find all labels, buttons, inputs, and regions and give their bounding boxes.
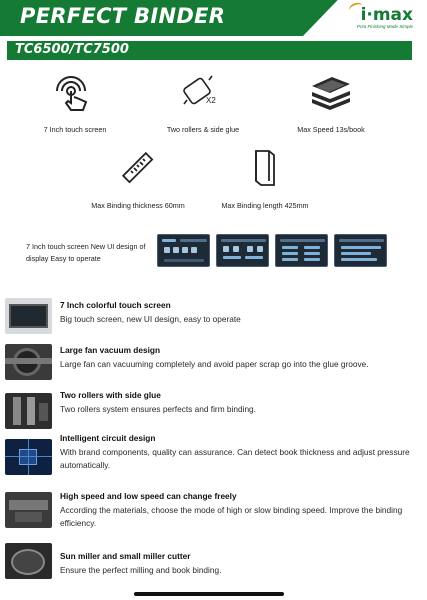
feature-description: With brand components, quality can assurance. Can detect book thickness and adjust pressure automatically.: [60, 447, 410, 470]
feature-title: 7 Inch colorful touch screen: [60, 300, 171, 310]
page-title: PERFECT BINDER: [20, 4, 226, 28]
header-banner: [0, 0, 427, 36]
ui-screen-thumbnail: [157, 234, 210, 267]
touch-screen-icon: [54, 74, 96, 114]
screens-caption: 7 Inch touch screen New UI design of display Easy to operate: [26, 242, 146, 263]
logo-tagline: Print Finishing Made Simple: [356, 24, 413, 29]
spec-label-rollers: Two rollers & side glue: [166, 125, 240, 134]
spec-label-thickness: Max Binding thickness 60mm: [91, 201, 185, 210]
model-banner: [7, 41, 412, 60]
feature-description: Large fan can vacuuming completely and avoid paper scrap go into the glue groove.: [60, 359, 369, 369]
feature-description: Big touch screen, new UI design, easy to operate: [60, 314, 241, 324]
ui-screen-thumbnail: [275, 234, 328, 267]
feature-title: Intelligent circuit design: [60, 433, 156, 443]
imax-logo: [357, 6, 413, 30]
ui-screen-thumbnail: [216, 234, 269, 267]
feature-title: High speed and low speed can change freely: [60, 491, 237, 501]
ui-screen-thumbnail: [334, 234, 387, 267]
feature-title: Sun miller and small miller cutter: [60, 551, 191, 561]
feature-description: Ensure the perfect milling and book binding.: [60, 565, 222, 575]
feature-title: Large fan vacuum design: [60, 345, 161, 355]
feature-image-circuit: [5, 439, 52, 475]
feature-title: Two rollers with side glue: [60, 390, 161, 400]
rollers-icon: [182, 74, 224, 108]
home-indicator[interactable]: [134, 592, 284, 596]
feature-image-touch-screen: [5, 298, 52, 334]
feature-image-speed: [5, 492, 52, 528]
spec-label-touch-screen: 7 Inch touch screen: [43, 125, 107, 134]
spec-label-length: Max Binding length 425mm: [221, 201, 309, 210]
book-stack-icon: [310, 74, 352, 112]
feature-description: Two rollers system ensures perfects and firm binding.: [60, 404, 256, 414]
feature-image-rollers: [5, 393, 52, 429]
ruler-icon: [120, 150, 156, 186]
feature-image-fan-vacuum: [5, 344, 52, 380]
feature-description: According the materials, choose the mode of high or slow binding speed. Improve the binding efficiency.: [60, 505, 403, 528]
rollers-badge: X2: [206, 96, 216, 105]
feature-image-miller: [5, 543, 52, 579]
model-name: TC6500/TC7500: [15, 42, 129, 57]
logo-wordmark: i·max: [360, 5, 413, 25]
spec-label-max-speed: Max Speed 13s/book: [297, 125, 365, 134]
book-length-icon: [252, 148, 278, 188]
